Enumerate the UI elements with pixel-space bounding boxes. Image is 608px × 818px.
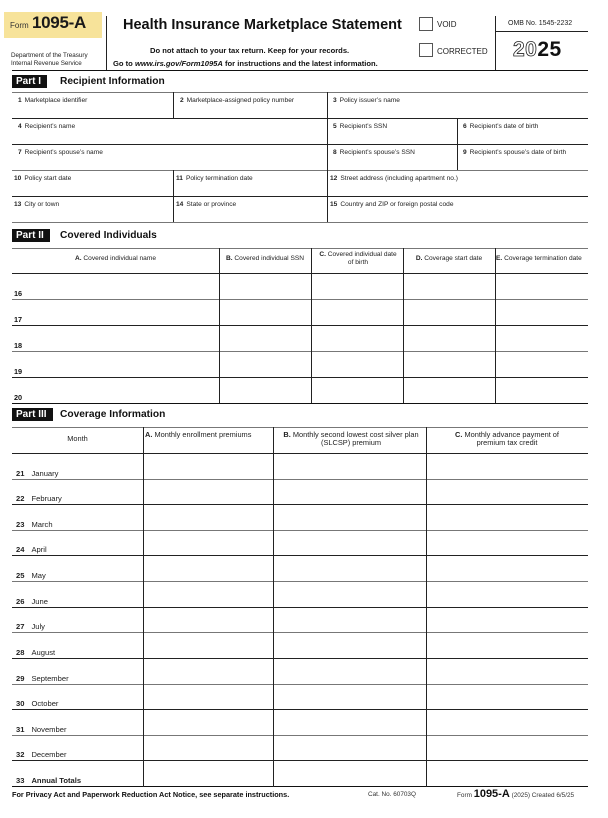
part1-bottom-rule bbox=[12, 222, 588, 223]
field-label: City or town bbox=[24, 201, 60, 208]
part3-col-month-header: Month bbox=[67, 434, 88, 443]
field-num: 6 bbox=[463, 123, 467, 130]
col-label: Covered individual name bbox=[83, 255, 156, 262]
month-name: August bbox=[31, 648, 56, 657]
field-num: 1 bbox=[18, 97, 22, 104]
field-5[interactable] bbox=[333, 123, 387, 130]
tax-year-bold: 25 bbox=[537, 38, 562, 61]
table-row[interactable] bbox=[12, 735, 588, 760]
row-number: 16 bbox=[14, 289, 23, 298]
part1-top-rule bbox=[12, 92, 588, 93]
col-label: Covered individual date of birth bbox=[327, 251, 397, 266]
part2-col-b-header bbox=[219, 255, 311, 263]
field-num: 14 bbox=[176, 201, 184, 208]
table-row[interactable] bbox=[12, 273, 588, 299]
month-name: November bbox=[31, 725, 67, 734]
part2-row-rule bbox=[12, 403, 588, 404]
part1-col-rule bbox=[457, 118, 458, 170]
row-number: 18 bbox=[14, 341, 23, 350]
row-number: 17 bbox=[14, 315, 23, 324]
col-letter: B. bbox=[283, 430, 291, 439]
field-label: Recipient’s SSN bbox=[339, 123, 388, 130]
field-num: 13 bbox=[14, 201, 22, 208]
corrected-label: CORRECTED bbox=[437, 47, 488, 56]
part2-col-d-header bbox=[403, 255, 495, 263]
field-label: Recipient’s spouse’s name bbox=[24, 149, 103, 156]
row-number: 28 bbox=[16, 648, 25, 657]
field-num: 11 bbox=[176, 175, 183, 182]
table-row[interactable] bbox=[12, 479, 588, 504]
col-label: Coverage start date bbox=[424, 255, 483, 262]
row-number: 30 bbox=[16, 699, 25, 708]
row-number: 26 bbox=[16, 597, 25, 606]
col-label: Monthly enrollment premiums bbox=[154, 430, 252, 439]
agency bbox=[11, 52, 88, 68]
catalog-number: Cat. No. 60703Q bbox=[368, 791, 416, 798]
field-15[interactable] bbox=[330, 201, 453, 208]
table-row[interactable] bbox=[12, 299, 588, 325]
field-2[interactable] bbox=[180, 97, 294, 104]
field-7[interactable] bbox=[18, 149, 103, 156]
month-name: February bbox=[31, 494, 62, 503]
field-1[interactable] bbox=[18, 97, 87, 104]
part3-col-c-header bbox=[440, 431, 574, 447]
part3-tag: Part III bbox=[12, 408, 53, 421]
agency-line1: Department of the Treasury bbox=[11, 52, 88, 59]
field-4[interactable] bbox=[18, 123, 75, 130]
row-number: 22 bbox=[16, 494, 25, 503]
table-row[interactable] bbox=[12, 607, 588, 632]
field-label: Recipient’s spouse’s SSN bbox=[339, 149, 415, 156]
row-number: 27 bbox=[16, 622, 25, 631]
row-number: 19 bbox=[14, 367, 23, 376]
table-row[interactable] bbox=[12, 530, 588, 555]
month-label bbox=[16, 622, 45, 631]
field-8[interactable] bbox=[333, 149, 415, 156]
month-label bbox=[16, 725, 66, 734]
month-label bbox=[16, 571, 46, 580]
field-num: 3 bbox=[333, 97, 337, 104]
corrected-checkbox[interactable] bbox=[419, 43, 433, 57]
col-label: Coverage termination date bbox=[504, 255, 582, 262]
col-letter: E. bbox=[496, 255, 503, 262]
month-label bbox=[16, 494, 62, 503]
footer-form-suffix: (2025) Created 6/5/25 bbox=[511, 792, 575, 799]
col-letter: B. bbox=[225, 255, 233, 262]
col-letter: A. bbox=[74, 255, 82, 262]
part1-title: Recipient Information bbox=[60, 76, 165, 87]
part3-col-rule bbox=[143, 427, 144, 787]
part1-row-rule bbox=[12, 170, 588, 171]
part2-col-e-header bbox=[496, 255, 596, 263]
month-label bbox=[16, 776, 81, 785]
part1-row-rule bbox=[12, 118, 588, 119]
month-name: January bbox=[31, 469, 59, 478]
month-label bbox=[16, 750, 66, 759]
month-label bbox=[16, 469, 58, 478]
part2-col-c-header bbox=[318, 251, 398, 267]
part1-col-rule bbox=[173, 92, 174, 118]
month-label bbox=[16, 545, 47, 554]
table-row[interactable] bbox=[12, 632, 588, 658]
table-row[interactable] bbox=[12, 377, 588, 403]
table-row[interactable] bbox=[12, 658, 588, 684]
part3-col-b-header bbox=[276, 431, 426, 447]
table-row[interactable] bbox=[12, 684, 588, 709]
month-name: May bbox=[31, 571, 46, 580]
part2-col-rule bbox=[495, 248, 496, 403]
irs-link[interactable]: www.irs.gov/Form1095A bbox=[134, 59, 223, 68]
field-label: Policy issuer’s name bbox=[339, 97, 400, 104]
field-label: Recipient’s date of birth bbox=[469, 123, 539, 130]
privacy-notice: For Privacy Act and Paperwork Reduction Act Notice, see separate instructions. bbox=[12, 790, 290, 799]
field-num: 7 bbox=[18, 149, 22, 156]
month-name: July bbox=[31, 622, 45, 631]
month-name: Annual Totals bbox=[31, 776, 82, 785]
field-label: State or province bbox=[186, 201, 237, 208]
row-number: 25 bbox=[16, 571, 25, 580]
month-name: September bbox=[31, 674, 69, 683]
field-11[interactable] bbox=[176, 175, 253, 182]
field-num: 15 bbox=[330, 201, 338, 208]
agency-line2: Internal Revenue Service bbox=[11, 60, 82, 67]
field-label: Marketplace identifier bbox=[24, 97, 88, 104]
col-label: Monthly second lowest cost silver plan (SLCSP) premium bbox=[292, 430, 419, 447]
tax-year bbox=[513, 38, 562, 62]
field-num: 2 bbox=[180, 97, 184, 104]
void-label: VOID bbox=[437, 20, 457, 29]
row-number: 20 bbox=[14, 393, 23, 402]
part3-col-a-header bbox=[145, 431, 273, 439]
form-number: 1095-A bbox=[32, 13, 86, 32]
part2-tag: Part II bbox=[12, 229, 50, 242]
col-letter: A. bbox=[145, 430, 153, 439]
footer-form-word: Form bbox=[457, 792, 472, 799]
month-label bbox=[16, 648, 55, 657]
month-label bbox=[16, 699, 58, 708]
col-letter: C. bbox=[455, 430, 463, 439]
field-label: Policy termination date bbox=[185, 175, 253, 182]
row-number: 21 bbox=[16, 469, 25, 478]
field-6[interactable] bbox=[463, 123, 538, 130]
month-name: December bbox=[31, 750, 67, 759]
col-letter: C. bbox=[319, 251, 326, 258]
goto-suffix: for instructions and the latest information. bbox=[225, 59, 378, 68]
field-3[interactable] bbox=[333, 97, 400, 104]
instructions-line bbox=[113, 59, 378, 68]
footer-form-id bbox=[457, 788, 574, 800]
field-num: 10 bbox=[14, 175, 22, 182]
part2-col-a-header bbox=[12, 255, 219, 263]
row-number: 24 bbox=[16, 545, 25, 554]
header-divider-right bbox=[495, 16, 496, 70]
col-label: Monthly advance payment of premium tax credit bbox=[464, 430, 559, 447]
form-word: Form bbox=[10, 21, 29, 30]
table-row[interactable] bbox=[12, 351, 588, 377]
month-name: March bbox=[31, 520, 53, 529]
header-bottom-rule bbox=[12, 70, 588, 71]
row-number: 29 bbox=[16, 674, 25, 683]
field-num: 9 bbox=[463, 149, 467, 156]
month-label bbox=[16, 520, 53, 529]
table-row[interactable] bbox=[12, 760, 588, 786]
part3-col-rule bbox=[426, 427, 427, 787]
field-num: 4 bbox=[18, 123, 22, 130]
part1-tag: Part I bbox=[12, 75, 47, 88]
row-number: 32 bbox=[16, 750, 25, 759]
month-name: October bbox=[31, 699, 59, 708]
part3-title: Coverage Information bbox=[60, 409, 166, 420]
table-row[interactable] bbox=[12, 453, 588, 479]
page-title: Health Insurance Marketplace Statement bbox=[123, 17, 402, 33]
notice: Do not attach to your tax return. Keep for your records. bbox=[150, 46, 350, 55]
field-num: 8 bbox=[333, 149, 337, 156]
row-number: 31 bbox=[16, 725, 25, 734]
part1-row-rule bbox=[12, 144, 588, 145]
field-num: 5 bbox=[333, 123, 337, 130]
part2-col-rule bbox=[403, 248, 404, 403]
part2-title: Covered Individuals bbox=[60, 230, 157, 241]
field-9[interactable] bbox=[463, 149, 566, 156]
month-label bbox=[16, 597, 48, 606]
void-checkbox[interactable] bbox=[419, 17, 433, 31]
table-row[interactable] bbox=[12, 325, 588, 351]
field-label: Policy start date bbox=[24, 175, 72, 182]
table-row[interactable] bbox=[12, 555, 588, 581]
col-label: Covered individual SSN bbox=[234, 255, 305, 262]
omb-divider bbox=[495, 31, 588, 32]
part3-row-rule bbox=[12, 786, 588, 787]
table-row[interactable] bbox=[12, 581, 588, 607]
row-number: 23 bbox=[16, 520, 25, 529]
part2-top-rule bbox=[12, 248, 588, 249]
field-num: 12 bbox=[330, 175, 338, 182]
header-divider-left bbox=[106, 16, 107, 70]
field-10[interactable] bbox=[14, 175, 71, 182]
table-row[interactable] bbox=[12, 504, 588, 530]
col-letter: D. bbox=[415, 255, 423, 262]
field-label: Recipient’s spouse’s date of birth bbox=[469, 149, 567, 156]
goto-prefix: Go to bbox=[113, 59, 133, 68]
month-name: April bbox=[31, 545, 47, 554]
part1-row-rule bbox=[12, 196, 588, 197]
part1-col-rule bbox=[173, 170, 174, 222]
field-label: Recipient’s name bbox=[24, 123, 76, 130]
month-label bbox=[16, 674, 69, 683]
tax-year-outline: 20 bbox=[513, 38, 538, 61]
field-label: Street address (including apartment no.) bbox=[340, 175, 458, 182]
month-name: June bbox=[31, 597, 48, 606]
field-14[interactable] bbox=[176, 201, 236, 208]
row-number: 33 bbox=[16, 776, 25, 785]
field-13[interactable] bbox=[14, 201, 59, 208]
part1-col-rule bbox=[327, 92, 328, 222]
field-label: Marketplace-assigned policy number bbox=[186, 97, 295, 104]
part2-col-rule bbox=[219, 248, 220, 403]
footer-form-number: 1095-A bbox=[473, 788, 510, 800]
field-12[interactable] bbox=[330, 175, 458, 182]
field-label: Country and ZIP or foreign postal code bbox=[340, 201, 454, 208]
part3-top-rule bbox=[12, 427, 588, 428]
omb-number: OMB No. 1545-2232 bbox=[508, 20, 573, 27]
part3-col-rule bbox=[273, 427, 274, 787]
part2-col-rule bbox=[311, 248, 312, 403]
table-row[interactable] bbox=[12, 709, 588, 735]
